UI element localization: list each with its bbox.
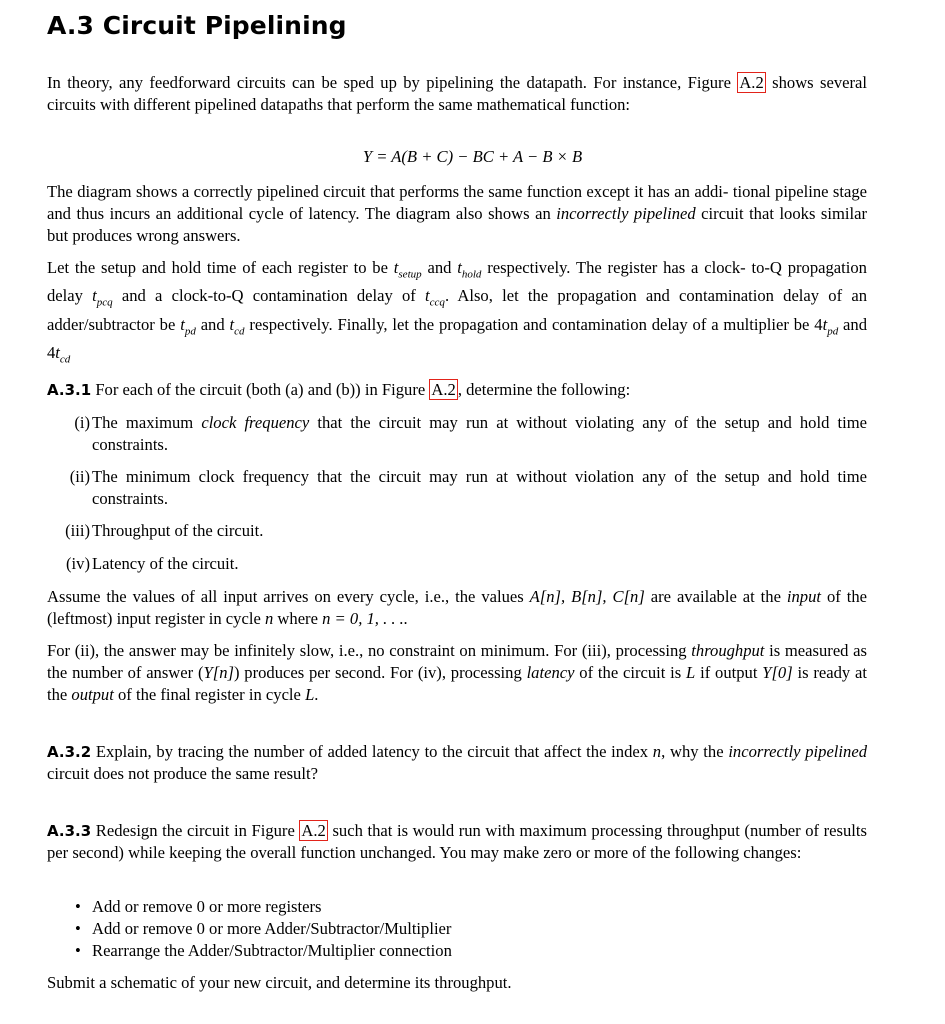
bullet-icon: •	[75, 919, 81, 938]
intro-paragraph-3: Let the setup and hold time of each register to be $t_{setup}$ and $t_{hold}$ respectively. The register has a clock- to-Q propagation delay $t_{pcq}$ and a clock-to-Q contamination delay of $t_{ccq}$. Also, let the propagation and contamination delay of an adder/subtractor be $t_{pd}$ and $t_{cd}$ respectively. Finally, let the propagation and contamination delay of a multiplier be $4t_{pd}$ and $4t_{cd}$	[47, 258, 868, 366]
question-a32: A.3.2 Explain, by tracing the number of added latency to the circuit that affect the index n, why the incorrectly pipelined circuit does not produce the same result?	[47, 742, 867, 783]
equation: Y = A(B + C) − BC + A − B × B	[362, 147, 583, 166]
section-title: A.3 Circuit Pipelining	[47, 11, 347, 40]
list-item: (iv) Latency of the circuit.	[66, 554, 239, 573]
question-a33: A.3.3 Redesign the circuit in Figure A.2 such that is would run with maximum processing throughput (number of results per second) while keeping the overall function unchanged. You may make zero or more of the following changes:	[47, 821, 867, 862]
list-item: • Add or remove 0 or more Adder/Subtractor/Multiplier	[75, 919, 452, 938]
figure-ref-link[interactable]: A.2	[301, 821, 326, 840]
intro-paragraph-1: In theory, any feedforward circuits can be sped up by pipelining the datapath. For instance, Figure A.2 shows several circuits with different pipelined datapaths that perform the same mathematical function:	[47, 73, 868, 114]
list-item: (i) The maximum clock frequency that the circuit may run at without violating any of the setup and hold time constraints.	[74, 413, 867, 454]
question-number: A.3.1	[47, 381, 92, 399]
closing-paragraph: Submit a schematic of your new circuit, and determine its throughput.	[47, 973, 512, 992]
question-number: A.3.2	[47, 743, 92, 761]
list-item: • Add or remove 0 or more registers	[75, 897, 322, 916]
list-item: (iii) Throughput of the circuit.	[65, 521, 264, 540]
list-item: (ii) The minimum clock frequency that the circuit may run at without violation any of the setup and hold time constraints.	[69, 467, 867, 508]
intro-paragraph-2: The diagram shows a correctly pipelined circuit that performs the same function except it has an addi- tional pipeline stage and thus incurs an additional cycle of latency. The diagram also shows an incorrectly pipelined circuit that looks similar but produces wrong answers.	[47, 182, 867, 245]
bullet-icon: •	[75, 941, 81, 960]
bullet-icon: •	[75, 897, 81, 916]
figure-ref-link[interactable]: A.2	[739, 73, 764, 92]
assumption-paragraph: Assume the values of all input arrives on every cycle, i.e., the values A[n], B[n], C[n] are available at the input of the (leftmost) input register in cycle n where n = 0, 1, . . ..	[47, 587, 867, 628]
figure-ref-link[interactable]: A.2	[431, 380, 456, 399]
question-number: A.3.3	[47, 822, 92, 840]
question-a31: A.3.1 For each of the circuit (both (a) and (b)) in Figure A.2 , determine the following:	[47, 380, 631, 399]
notes-paragraph: For (ii), the answer may be infinitely slow, i.e., no constraint on minimum. For (iii), processing throughput is measured as the number of answer (Y[n]) produces per second. For (iv), processing latency of the circuit is L if output Y[0] is ready at the output of the final register in cycle L.	[47, 641, 868, 704]
list-item: • Rearrange the Adder/Subtractor/Multiplier connection	[75, 941, 452, 960]
